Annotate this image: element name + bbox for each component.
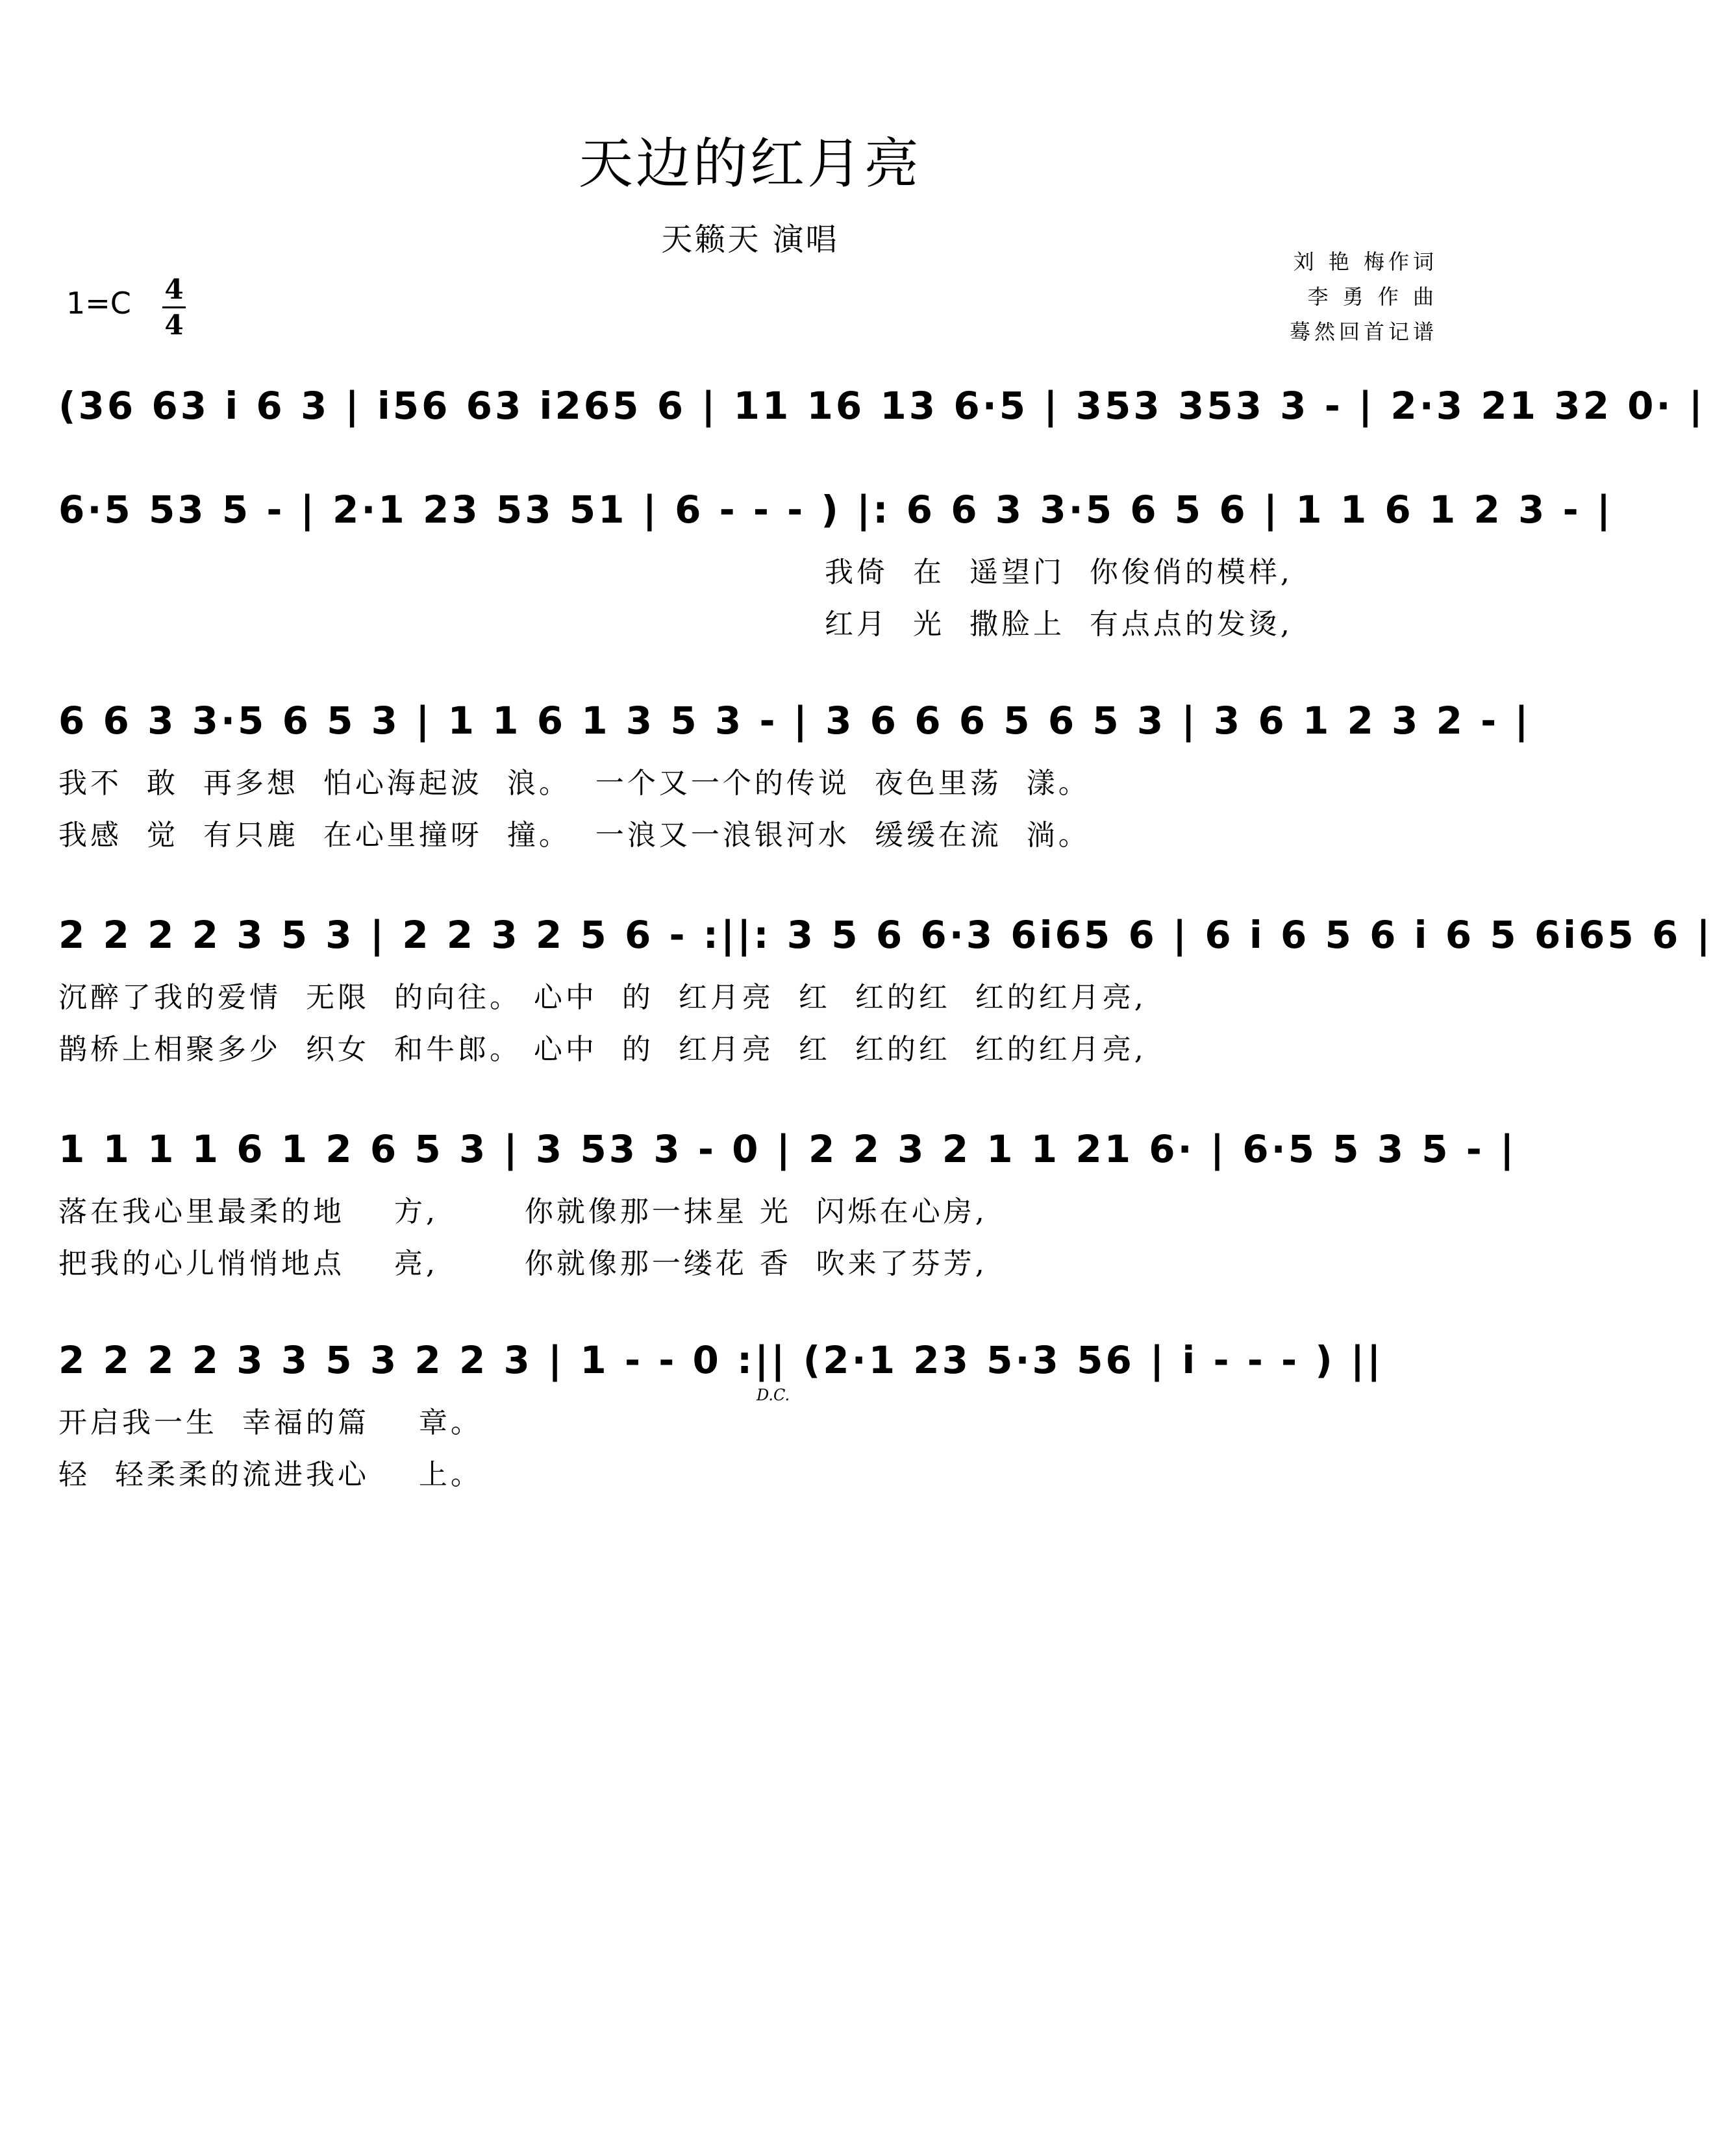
- lyric-verse-2: 鹊桥上相聚多少 织女 和牛郎。 心中 的 红月亮 红 红的红 红的红月亮,: [58, 1033, 1147, 1066]
- score-line-6: [58, 1334, 1448, 1516]
- lyric-verse-1: 开启我一生 幸福的篇 章。: [58, 1406, 482, 1439]
- lyricist-credit: 刘 艳 梅作词: [1293, 249, 1438, 274]
- song-title: 天边的红月亮: [578, 132, 921, 195]
- time-signature: [161, 273, 187, 342]
- lyric-verse-2: 把我的心儿悄悄地点 亮, 你就像那一缕花 香 吹来了芬芳,: [58, 1247, 988, 1280]
- key-signature: 1=C: [66, 286, 131, 321]
- time-signature-bar: [162, 306, 186, 308]
- notation-row: 6·5 53 5 - | 2·1 23 53 51 | 6 - - - ) |: 6 6 3 3·5 6 5 6 | 1 1 6 1 2 3 - |: [58, 488, 1614, 532]
- transcriber-credit: 蓦然回首记谱: [1289, 319, 1438, 344]
- time-signature-bottom: 4: [164, 309, 184, 341]
- composer-credit: 李 勇 作 曲: [1307, 284, 1438, 309]
- lyric-verse-1: 我不 敢 再多想 怕心海起波 浪。 一个又一个的传说 夜色里荡 漾。: [58, 767, 1090, 800]
- notation-row: 2 2 2 2 3 3 5 3 2 2 3 | 1 - - 0 :|| (2·1 23 5·3 56 | i - - - ) ||: [58, 1338, 1384, 1382]
- notation-row: 2 2 2 2 3 5 3 | 2 2 3 2 5 6 - :||: 3 5 6 6·3 6i65 6 | 6 i 6 5 6 i 6 5 6i65 6 |: [58, 913, 1713, 957]
- performer-credit: 天籁天 演唱: [661, 221, 839, 258]
- time-signature-top: 4: [164, 273, 184, 305]
- lyric-verse-2: 我感 觉 有只鹿 在心里撞呀 撞。 一浪又一浪银河水 缓缓在流 淌。: [58, 819, 1090, 852]
- score-line-3: [58, 695, 1531, 876]
- notation-row: 1 1 1 1 6 1 2 6 5 3 | 3 53 3 - 0 | 2 2 3 2 1 1 21 6· | 6·5 5 3 5 - |: [58, 1127, 1517, 1171]
- lyric-verse-1: 沉醉了我的爱情 无限 的向往。 心中 的 红月亮 红 红的红 红的红月亮,: [58, 981, 1147, 1014]
- score-line-2: [58, 484, 1614, 665]
- lyric-verse-2: 轻 轻柔柔的流进我心 上。: [58, 1458, 482, 1491]
- lyric-verse-2: 红月 光 撒脸上 有点点的发烫,: [825, 608, 1293, 641]
- lyric-verse-1: 我倚 在 遥望门 你俊俏的模样,: [825, 556, 1293, 589]
- notation-row: 6 6 3 3·5 6 5 3 | 1 1 6 1 3 5 3 - | 3 6 6 6 5 6 5 3 | 3 6 1 2 3 2 - |: [58, 699, 1531, 743]
- score-line-5: [58, 1123, 1517, 1305]
- lyric-verse-1: 落在我心里最柔的地 方, 你就像那一抹星 光 闪烁在心房,: [58, 1195, 988, 1228]
- notation-row: (36 63 i 6 3 | i56 63 i265 6 | 11 16 13 6·5 | 353 353 3 - | 2·3 21 32 0· |: [58, 384, 1705, 428]
- dc-marking: D.C.: [756, 1386, 790, 1404]
- score-line-4: [58, 909, 1713, 1091]
